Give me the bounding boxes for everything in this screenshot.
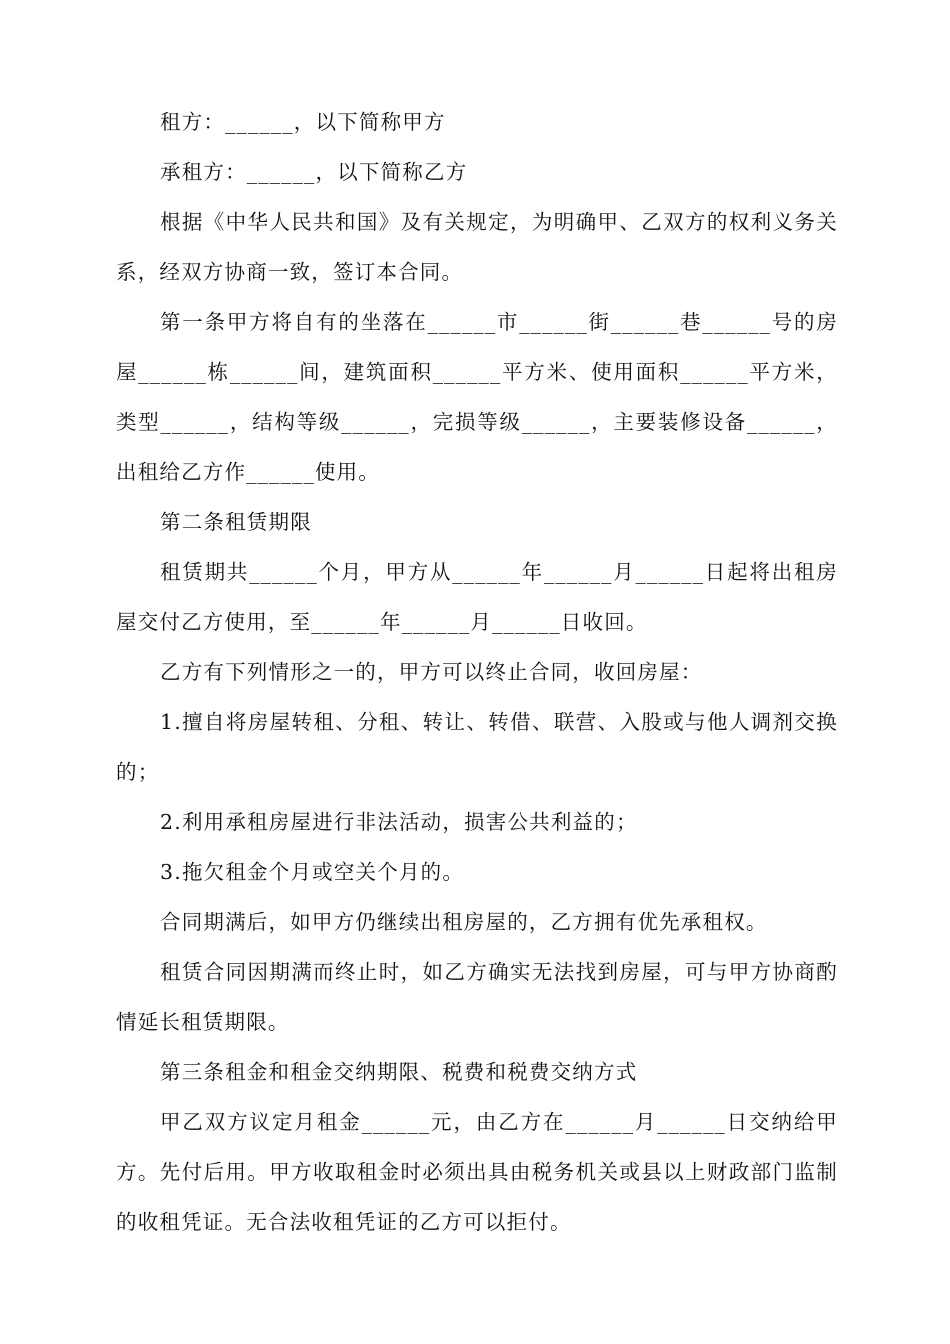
rent-payment-paragraph: 甲乙双方议定月租金______元，由乙方在______月______日交纳给甲方。先付后用。甲方收取租金时必须出具由税务机关或县以上财政部门监制的收租凭证。无合法收租凭证的乙方可以拒付。 [116,1110,838,1234]
lessor-line: 租方：______，以下简称甲方 [160,110,446,134]
article-2-heading: 第二条租赁期限 [160,510,312,534]
termination-intro: 乙方有下列情形之一的，甲方可以终止合同，收回房屋： [160,660,703,684]
termination-item-2: 2.利用承租房屋进行非法活动，损害公共利益的； [160,810,638,834]
extension-paragraph: 租赁合同因期满而终止时，如乙方确实无法找到房屋，可与甲方协商酌情延长租赁期限。 [116,960,838,1034]
lease-term-paragraph: 租赁期共______个月，甲方从______年______月______日起将出租房屋交付乙方使用，至______年______月______日收回。 [116,560,838,634]
contract-body [116,97,838,1247]
article-1-paragraph: 第一条甲方将自有的坐落在______市______街______巷______号的房屋______栋______间，建筑面积______平方米、使用面积______平方米，类型______，结构等级______，完损等级______，主要装修设备______，出租给乙方作______使用。 [116,310,838,484]
lessee-line: 承租方：______，以下简称乙方 [160,160,468,184]
termination-item-3: 3.拖欠租金个月或空关个月的。 [160,860,465,884]
article-3-heading: 第三条租金和租金交纳期限、税费和税费交纳方式 [160,1060,638,1084]
preamble-paragraph: 根据《中华人民共和国》及有关规定，为明确甲、乙双方的权利义务关系，经双方协商一致，签订本合同。 [116,210,838,284]
renewal-priority-paragraph: 合同期满后，如甲方仍继续出租房屋的，乙方拥有优先承租权。 [160,910,768,934]
termination-item-1: 1.擅自将房屋转租、分租、转让、转借、联营、入股或与他人调剂交换的； [116,710,838,784]
